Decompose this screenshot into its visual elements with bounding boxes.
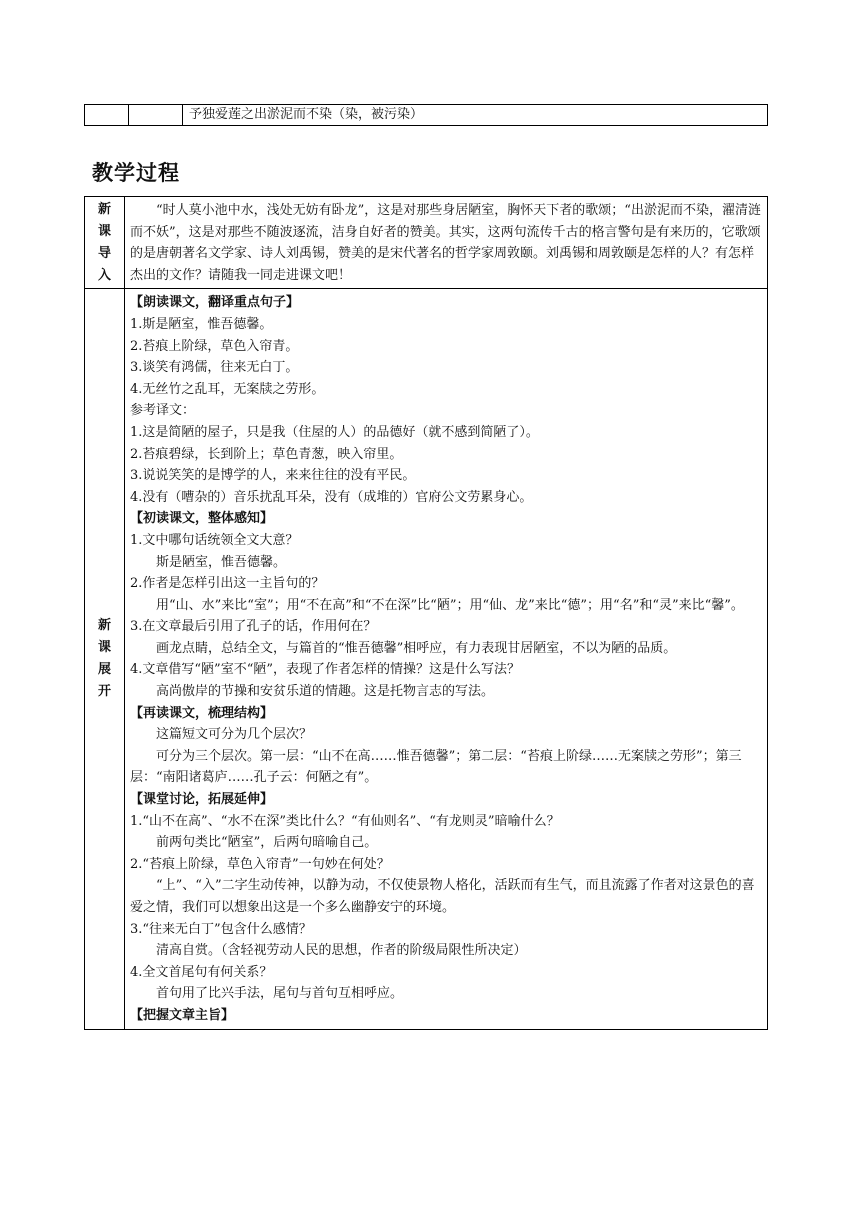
- intro-paragraph: “时人莫小池中水，浅处无妨有卧龙”，这是对那些身居陋室，胸怀天下者的歌颂；“出淤泥而不染，濯清涟而不妖”，这是对那些不随波逐流，洁身自好者的赞美。其实，这两句流传千古的格言警句是有来历的，它歌颂的是唐朝著名文学家、诗人刘禹锡，赞美的是宋代著名的哲学家周敦颐。刘禹锡和周敦颐是怎样的人？有怎样杰出的文作？请随我一同走进课文吧！: [130, 203, 761, 283]
- table-row-intro: [85, 197, 768, 289]
- answer: 用“山、水”来比“室”；用“不在高”和“不在深”比“陋”；用“仙、龙”来比“德”；用“名”和“灵”来比“馨”。: [156, 597, 744, 613]
- table-row: [85, 105, 768, 126]
- list-item: 4.没有（嘈杂的）音乐扰乱耳朵，没有（成堆的）官府公文劳累身心。: [130, 489, 533, 505]
- list-item: 4.无丝竹之乱耳，无案牍之劳形。: [130, 381, 325, 397]
- develop-label: 新 课 展 开: [85, 289, 125, 1029]
- top-cell-1: [85, 105, 129, 126]
- question: 4.文章借写“陋”室不“陋”，表现了作者怎样的情操？这是什么写法？: [130, 662, 520, 678]
- question: 3.在文章最后引用了孔子的话，作用何在？: [130, 619, 377, 635]
- question: 2.“苔痕上阶绿，草色入帘青”一句妙在何处？: [130, 856, 390, 872]
- table-row-develop: [85, 289, 768, 1029]
- list-item: 1.这是简陋的屋子，只是我（住屋的人）的品德好（就不感到简陋了）。: [130, 424, 539, 440]
- section-title: 教学过程: [92, 161, 180, 185]
- answer: 画龙点睛，总结全文，与篇首的“惟吾德馨”相呼应，有力表现甘居陋室，不以为陋的品质。: [156, 640, 677, 656]
- reference-label: 参考译文：: [130, 403, 196, 419]
- develop-content: [125, 289, 768, 1029]
- section-heading-discussion: 【课堂讨论，拓展延伸】: [130, 792, 274, 808]
- answer: 前两句类比“陋室”，后两句暗喻自己。: [156, 835, 378, 851]
- section-heading-theme: 【把握文章主旨】: [130, 1007, 235, 1023]
- question: 1.“山不在高”、“水不在深”类比什么？“有仙则名”、“有龙则灵”暗喻什么？: [130, 813, 560, 829]
- answer: 可分为三个层次。第一层：“山不在高……惟吾德馨”；第二层：“苔痕上阶绿……无案牍之劳形”；第三层：“南阳诸葛庐……孔子云：何陋之有”。: [130, 748, 742, 786]
- section-heading-reread: 【再读课文，梳理结构】: [130, 705, 274, 721]
- question: 1.文中哪句话统领全文大意？: [130, 532, 299, 548]
- question: 4.全文首尾句有何关系？: [130, 964, 273, 980]
- top-cell-2: [129, 105, 183, 126]
- list-item: 3.谈笑有鸿儒，往来无白丁。: [130, 360, 299, 376]
- list-item: 3.说说笑笑的是博学的人，来来往往的没有平民。: [130, 468, 416, 484]
- question: 3.“往来无白丁”包含什么感情？: [130, 921, 312, 937]
- top-table-fragment: [84, 104, 768, 126]
- section-heading-first-read: 【初读课文，整体感知】: [130, 511, 274, 527]
- question: 这篇短文可分为几个层次？: [156, 727, 313, 743]
- answer: 首句用了比兴手法，尾句与首句互相呼应。: [156, 986, 404, 1002]
- intro-content: [125, 197, 768, 289]
- intro-label: 新 课 导 入: [85, 197, 125, 289]
- section-heading-read: 【朗读课文，翻译重点句子】: [130, 295, 300, 311]
- answer: “上”、“入”二字生动传神，以静为动，不仅使景物人格化，活跃而有生气，而且流露了作者对这景色的喜爱之情，我们可以想象出这是一个多么幽静安宁的环境。: [130, 878, 755, 915]
- answer: 清高自赏。（含轻视劳动人民的思想，作者的阶级局限性所决定）: [156, 943, 527, 959]
- question: 2.作者是怎样引出这一主旨句的？: [130, 576, 325, 592]
- answer: 高尚傲岸的节操和安贫乐道的情趣。这是托物言志的写法。: [156, 684, 495, 700]
- list-item: 1.斯是陋室，惟吾德馨。: [130, 316, 273, 332]
- list-item: 2.苔痕碧绿，长到阶上；草色青葱，映入帘里。: [130, 446, 403, 462]
- list-item: 2.苔痕上阶绿，草色入帘青。: [130, 338, 299, 354]
- top-cell-vocab: 予独爱莲之出淤泥而不染（染，被污染）: [183, 105, 768, 126]
- teaching-process-table: [84, 196, 768, 1030]
- answer: 斯是陋室，惟吾德馨。: [156, 554, 287, 570]
